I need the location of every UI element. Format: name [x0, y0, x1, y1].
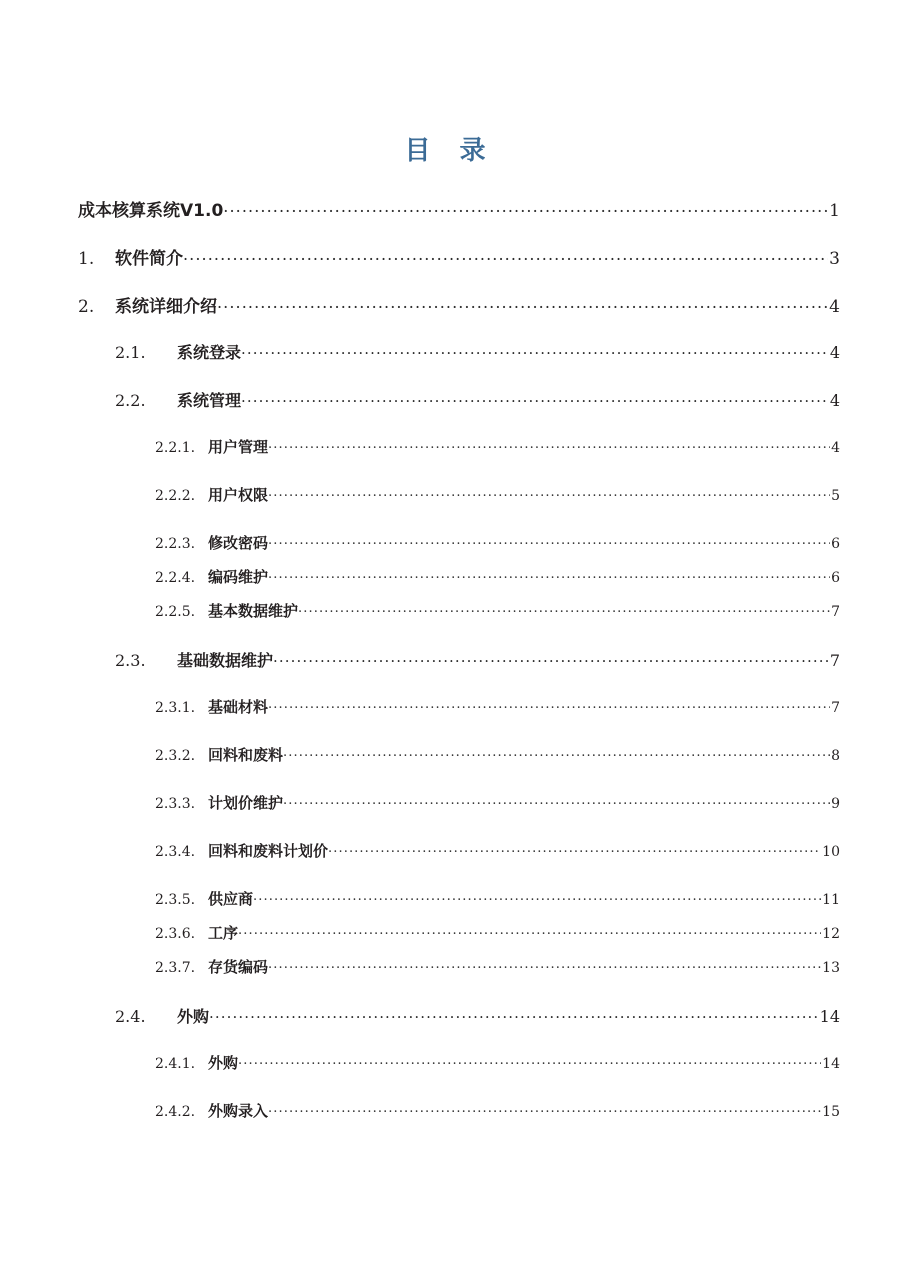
toc-entry-page-number: 13 [822, 960, 840, 976]
toc-entry-label: 外购录入 [208, 1102, 269, 1120]
toc-entry-label: 用户管理 [208, 438, 269, 456]
toc-entry-number: 1. [78, 249, 95, 269]
toc-entry[interactable] [0, 1004, 900, 1052]
toc-dot-leader [217, 295, 828, 312]
toc-entry-label: 外购 [177, 1007, 210, 1026]
toc-dot-leader [283, 794, 830, 808]
toc-entry-number: 2.3.1. [155, 700, 196, 716]
toc-entry-page-number: 5 [831, 488, 840, 504]
toc-entry[interactable] [0, 1052, 900, 1100]
toc-entry[interactable] [0, 196, 900, 244]
toc-entry-page-number: 8 [831, 748, 840, 764]
toc-entry-label: 修改密码 [208, 534, 269, 552]
table-of-contents [0, 196, 900, 1148]
toc-dot-leader [241, 390, 829, 406]
toc-entry-page-number: 3 [829, 249, 840, 269]
toc-entry-label: 用户权限 [208, 486, 269, 504]
toc-entry-label: 外购 [208, 1054, 239, 1072]
toc-entry-number: 2.3. [115, 651, 146, 670]
toc-entry-label: 基本数据维护 [208, 602, 299, 620]
toc-dot-leader [268, 486, 830, 500]
toc-entry[interactable] [0, 840, 900, 888]
toc-entry-page-number: 11 [822, 892, 840, 908]
toc-entry[interactable] [0, 648, 900, 696]
toc-dot-leader [223, 199, 828, 216]
toc-dot-leader [241, 342, 829, 358]
toc-entry-number: 2.2.1. [155, 440, 196, 456]
toc-entry[interactable] [0, 1100, 900, 1148]
toc-dot-leader [328, 842, 821, 856]
toc-entry-number: 2.3.7. [155, 960, 196, 976]
toc-entry-page-number: 7 [831, 700, 840, 716]
toc-entry[interactable] [0, 340, 900, 388]
toc-dot-leader [268, 568, 830, 582]
toc-entry-number: 2.2.4. [155, 570, 196, 586]
toc-entry-page-number: 6 [831, 536, 840, 552]
toc-entry-page-number: 7 [831, 604, 840, 620]
toc-entry-number: 2.4.1. [155, 1056, 196, 1072]
toc-entry-number: 2.2.5. [155, 604, 196, 620]
toc-entry-label: 软件简介 [115, 249, 183, 269]
toc-entry-label: 基础数据维护 [177, 651, 274, 670]
toc-entry-page-number: 12 [822, 926, 840, 942]
toc-dot-leader [268, 438, 830, 452]
toc-entry-number: 2.4. [115, 1007, 146, 1026]
toc-entry-label: 系统登录 [177, 343, 242, 362]
toc-entry[interactable] [0, 436, 900, 484]
toc-entry[interactable] [0, 922, 900, 956]
toc-entry[interactable] [0, 744, 900, 792]
toc-entry-label: 计划价维护 [208, 794, 284, 812]
toc-entry-label: 系统管理 [177, 391, 242, 410]
toc-entry-label: 工序 [208, 924, 239, 942]
toc-entry-page-number: 10 [822, 844, 840, 860]
toc-dot-leader [238, 924, 821, 938]
toc-entry[interactable] [0, 956, 900, 1004]
toc-entry-number: 2.3.6. [155, 926, 196, 942]
toc-entry-page-number: 7 [829, 651, 840, 670]
toc-entry[interactable] [0, 600, 900, 648]
toc-entry-label: 系统详细介绍 [115, 297, 217, 317]
toc-entry-page-number: 6 [831, 570, 840, 586]
toc-dot-leader [283, 746, 830, 760]
toc-entry-number: 2.3.2. [155, 748, 196, 764]
toc-dot-leader [268, 698, 830, 712]
toc-dot-leader [273, 650, 829, 666]
toc-dot-leader [268, 958, 821, 972]
toc-entry[interactable] [0, 888, 900, 922]
toc-entry-page-number: 4 [831, 440, 840, 456]
toc-dot-leader [238, 1054, 821, 1068]
toc-dot-leader [268, 1102, 821, 1116]
toc-entry-page-number: 4 [829, 297, 840, 317]
toc-entry-number: 2. [78, 297, 95, 317]
toc-entry-label: 基础材料 [208, 698, 269, 716]
toc-entry-page-number: 14 [819, 1007, 840, 1026]
toc-entry-page-number: 1 [829, 201, 840, 221]
toc-entry-number: 2.2. [115, 391, 146, 410]
toc-entry-label: 回料和废料 [208, 746, 284, 764]
toc-entry[interactable] [0, 696, 900, 744]
toc-dot-leader [253, 890, 821, 904]
toc-entry[interactable] [0, 292, 900, 340]
toc-entry-number: 2.2.3. [155, 536, 196, 552]
toc-dot-leader [183, 247, 828, 264]
toc-entry-number: 2.2.2. [155, 488, 196, 504]
toc-dot-leader [268, 534, 830, 548]
toc-entry-label: 存货编码 [208, 958, 269, 976]
toc-entry-label: 回料和废料计划价 [208, 842, 329, 860]
toc-entry[interactable] [0, 566, 900, 600]
toc-entry-label: 成本核算系统V1.0 [78, 201, 224, 221]
toc-entry-page-number: 9 [831, 796, 840, 812]
page-title: 目 录 [404, 136, 496, 166]
toc-entry[interactable] [0, 792, 900, 840]
toc-entry-page-number: 15 [822, 1104, 840, 1120]
toc-entry[interactable] [0, 388, 900, 436]
toc-entry[interactable] [0, 484, 900, 532]
toc-entry-number: 2.1. [115, 343, 146, 362]
toc-dot-leader [209, 1006, 819, 1022]
toc-entry-number: 2.3.4. [155, 844, 196, 860]
toc-entry-label: 供应商 [208, 890, 254, 908]
toc-entry-number: 2.4.2. [155, 1104, 196, 1120]
toc-entry-label: 编码维护 [208, 568, 269, 586]
toc-entry[interactable] [0, 532, 900, 566]
toc-dot-leader [298, 602, 830, 616]
toc-entry-number: 2.3.3. [155, 796, 196, 812]
toc-entry-page-number: 4 [829, 391, 840, 410]
toc-entry-page-number: 4 [829, 343, 840, 362]
toc-entry[interactable] [0, 244, 900, 292]
toc-entry-number: 2.3.5. [155, 892, 196, 908]
toc-entry-page-number: 14 [822, 1056, 840, 1072]
